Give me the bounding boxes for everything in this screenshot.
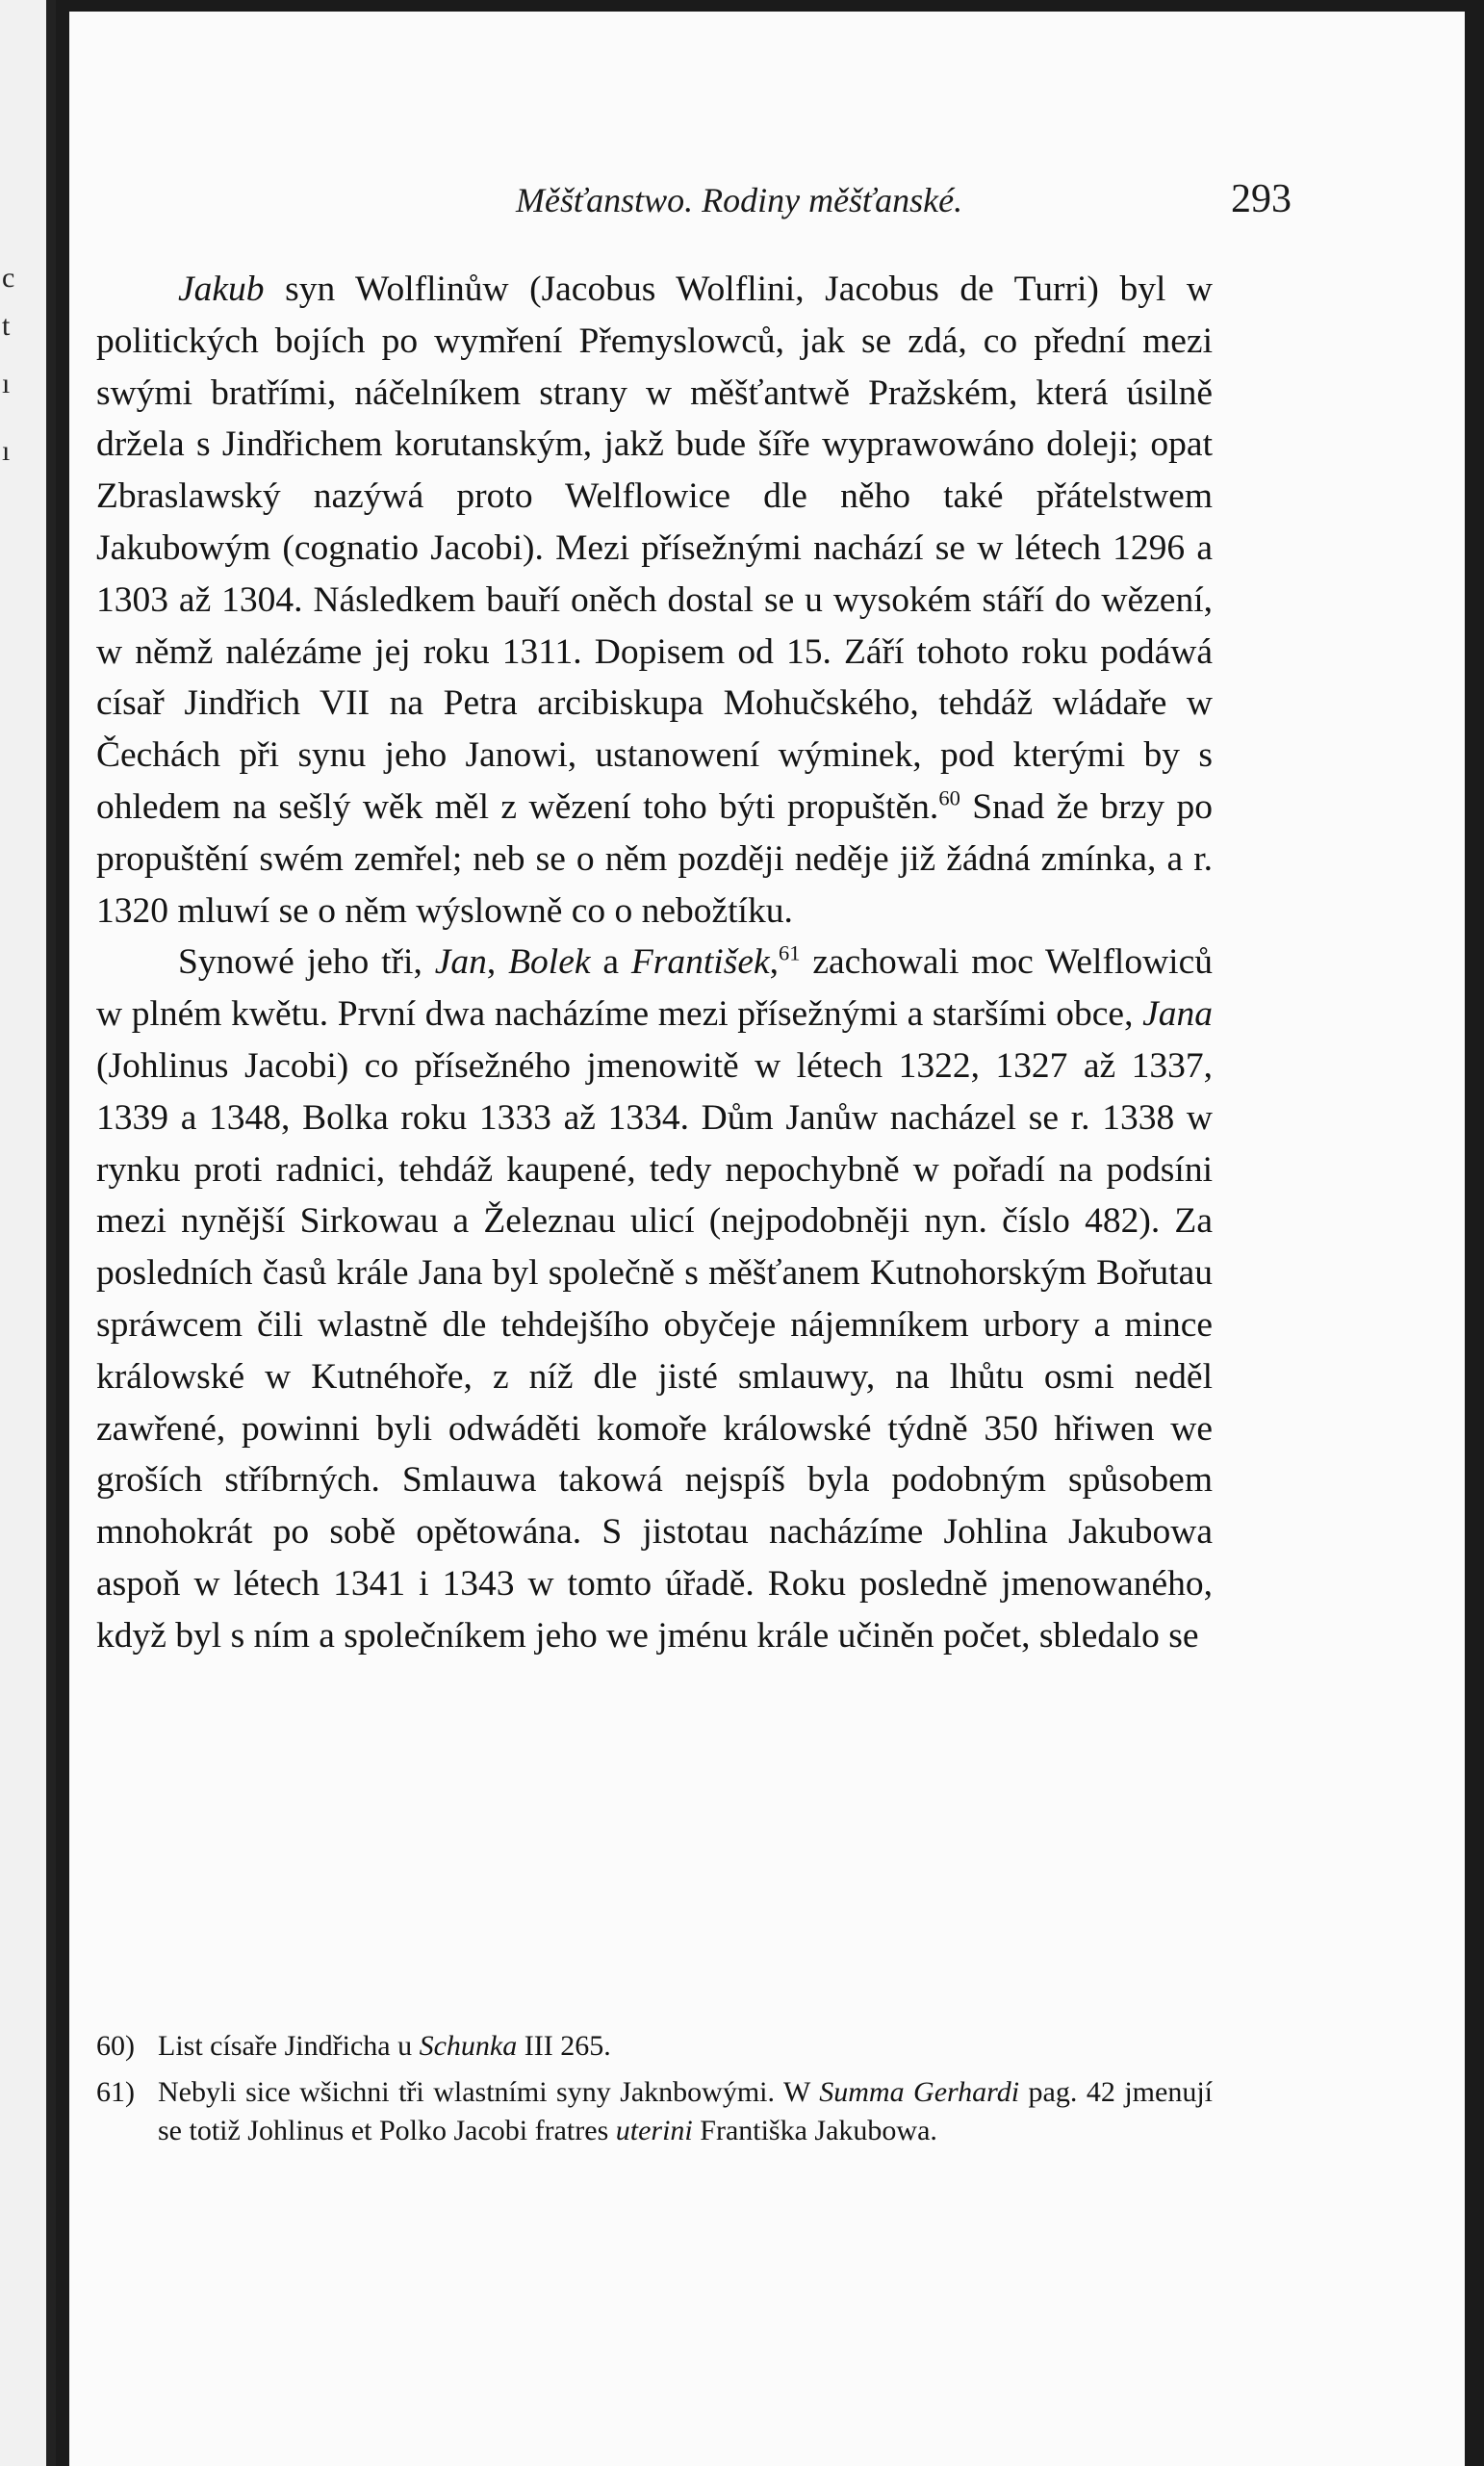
text-run: List císaře Jindřicha u: [158, 2030, 420, 2062]
book-gutter: [46, 0, 56, 2466]
page-header: [397, 177, 1292, 238]
italic-text: Schunka: [419, 2030, 518, 2062]
text-run: Františka Jakubowa.: [692, 2115, 937, 2146]
footnote: [96, 2073, 1213, 2150]
italic-text: Jan: [434, 942, 487, 983]
footnote-reference: 61: [779, 940, 801, 965]
body-text: [96, 264, 1213, 1662]
margin-fragment: t: [2, 310, 11, 342]
text-run: Nebyli sice wšichni tři wlastními syny Jaknbowými. W: [158, 2076, 820, 2108]
italic-text: uterini: [615, 2115, 693, 2146]
margin-fragment: ı: [2, 435, 11, 467]
text-run: a: [590, 942, 631, 983]
book-page: [69, 12, 1465, 2466]
italic-text: Bolek: [508, 942, 591, 983]
text-run: ,: [769, 942, 779, 983]
text-run: ,: [486, 942, 509, 983]
text-run: Synowé jeho tři,: [178, 942, 435, 983]
text-run: Snad že brzy po propuštění swém zemřel; neb se o něm později neděje již žádná zmínka, a r. 1320 mluwí se o něm wýslowně co o nebožtíku.: [96, 786, 1213, 931]
footnotes: [96, 2027, 1213, 2158]
text-run: zachowali moc Welflowiců w plném kwětu. První dwa nacházíme mezi přísežnými a staršími obce,: [96, 942, 1213, 1035]
footnote-mark: 61): [96, 2076, 135, 2108]
margin-fragment: c: [2, 262, 15, 294]
paragraph: [96, 264, 1213, 937]
margin-fragment: ı: [2, 368, 11, 399]
page-number: 293: [1231, 177, 1292, 221]
text-run: pag. 42 jmenují se totiž Johlinus et Polko Jacobi fratres: [158, 2076, 1213, 2146]
italic-text: Summa Gerhardi: [819, 2076, 1020, 2108]
paragraph: [96, 937, 1213, 1661]
footnote: [96, 2027, 1213, 2066]
text-run: (Johlinus Jacobi) co přísežného jmenowitě w létech 1322, 1327 až 1337, 1339 a 1348, Bolka roku 1333 až 1334. Dům Janůw nacházel se r. 1338 w rynku proti radnici, tehdáž kaupené, tedy nepochybně w pořadí na podsíni mezi nynější Sirkowau a Železnau ulicí (nejpodobněji nyn. číslo 482). Za posledních časů krále Jana byl společně s měšťanem Kutnohorským Bořutau spráwcem čili wlastně dle tehdejšího obyčeje nájemníkem urbory a mince králowské w Kutnéhoře, z níž dle jisté smlauwy, na lhůtu osmi neděl zawřené, powinni byli odwáděti komoře králowské týdně 350 hřiwen we groších stříbrných. Smlauwa takowá nejspíš byla podobným spůsobem mnohokrát po sobě opětowána. S jistotau nacházíme Johlina Jakubowa aspoň w létech 1341 i 1343 w tomto úřadě. Roku posledně jmenowaného, když byl s ním a společníkem jeho we jménu krále učiněn počet, sbledalo se: [96, 1045, 1213, 1656]
text-run: syn Wolflinůw (Jacobus Wolflini, Jacobus de Turri) byl w politických bojích po wymření Přemyslowců, jak se zdá, co přední mezi swými bratřími, náčelníkem strany w měšťantwě Pražském, která úsilně držela s Jindřichem korutanským, jakž bude šíře wyprawowáno doleji; opat Zbraslawský nazýwá proto Welflowice dle něho také přátelstwem Jakubowým (cognatio Jacobi). Mezi přísežnými nachází se w létech 1296 a 1303 až 1304. Následkem bauří oněch dostal se u wysokém stáří do wězení, w němž nalézáme jej roku 1311. Dopisem od 15. Září tohoto roku podáwá císař Jindřich VII na Petra arcibiskupa Mohučského, tehdáž wládaře w Čechách při synu jeho Janowi, ustanowení wýminek, pod kterými by s ohledem na sešlý wěk měl z wězení toho býti propuštěn.: [96, 270, 1213, 827]
footnote-mark: 60): [96, 2030, 135, 2062]
text-run: III 265.: [517, 2030, 611, 2062]
footnote-reference: 60: [938, 785, 960, 810]
italic-text: Jakub: [178, 270, 265, 309]
italic-text: František: [630, 942, 770, 983]
running-head: Měšťanstwo. Rodiny měšťanské.: [516, 181, 963, 219]
adjacent-page-strip: [0, 0, 56, 2466]
italic-text: Jana: [1142, 994, 1213, 1035]
